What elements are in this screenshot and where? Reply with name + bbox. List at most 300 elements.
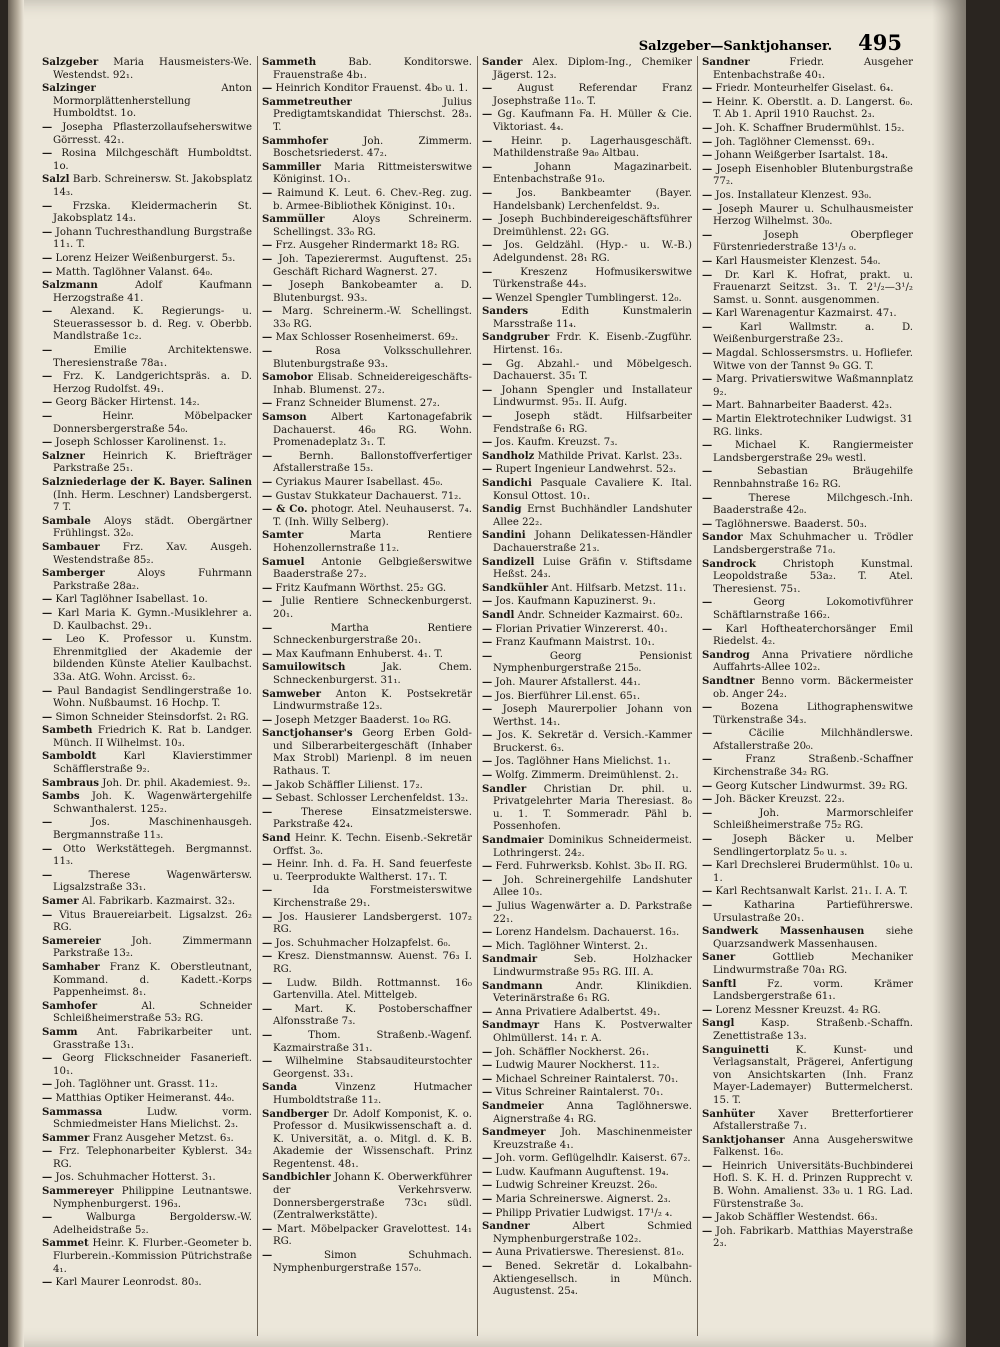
entry-surname: — bbox=[482, 134, 493, 147]
entry-surname: — bbox=[482, 1072, 493, 1085]
directory-entry bbox=[482, 529, 692, 555]
entry-details: Bernh. Ballonstoffverfertiger Afstallerstraße 15₃. bbox=[273, 450, 472, 475]
entry-details: K. Kunst- und Verlagsanstalt, Prägerei, Anfertigung von Ansichtskarten (Inh. Franz Mayer-Lademayer) Buttermelcherst. 15. T. bbox=[713, 1044, 913, 1106]
entry-surname: — bbox=[262, 581, 273, 594]
entry-details: Georg Pensionist Nymphenburgerstraße 215₀. bbox=[493, 650, 692, 675]
entry-details: Walburga Bergoldersw.-W. Adelheidstraße 5₂. bbox=[53, 1212, 252, 1236]
entry-details: Johann Spengler und Installateur Lindwurmst. 95₃. II. Aufg. bbox=[493, 384, 692, 409]
directory-entry bbox=[42, 790, 252, 816]
entry-surname: — bbox=[702, 307, 713, 320]
entry-details: Albert Schmied Nymphenburgerstraße 102₂. bbox=[493, 1221, 692, 1245]
directory-entry bbox=[482, 450, 692, 464]
directory-entry bbox=[482, 926, 692, 940]
directory-entry bbox=[482, 1086, 692, 1100]
directory-entry bbox=[262, 977, 472, 1003]
entry-surname: — bbox=[702, 899, 713, 911]
entry-surname: — bbox=[42, 436, 53, 449]
entry-surname: — bbox=[702, 149, 713, 162]
directory-entry bbox=[702, 399, 913, 413]
entry-surname: Sandichi bbox=[482, 477, 532, 489]
entry-details: Gottlieb Mechaniker Lindwurmstraße 70a₁ RG. bbox=[713, 952, 913, 976]
entry-surname: — bbox=[702, 320, 713, 333]
entry-surname: — bbox=[262, 345, 273, 358]
column-3 bbox=[478, 56, 698, 1336]
entry-surname: — bbox=[482, 1045, 493, 1058]
directory-entry bbox=[482, 187, 692, 213]
entry-surname: — bbox=[262, 884, 273, 897]
directory-entry bbox=[702, 1225, 913, 1251]
directory-entry bbox=[482, 1100, 692, 1126]
directory-entry bbox=[262, 937, 472, 951]
entry-details: Al. Schneider Schleißheimerstraße 53₂ RG. bbox=[53, 1000, 252, 1025]
directory-entry bbox=[42, 685, 252, 711]
directory-entry bbox=[42, 226, 252, 252]
directory-entry bbox=[42, 252, 252, 266]
directory-entry bbox=[482, 729, 692, 755]
entry-surname: — bbox=[262, 976, 273, 989]
entry-surname: — bbox=[42, 225, 53, 238]
entry-surname: Samer bbox=[42, 895, 79, 907]
entry-details: Alexand. K. Regierungs- u. Steuerassessor b. d. Reg. v. Oberbb. Mandlstraße 1c₂. bbox=[53, 306, 252, 343]
entry-surname: — bbox=[262, 647, 273, 660]
directory-entry bbox=[482, 556, 692, 582]
entry-details: Aloys Schreinerm. Schellingst. 33₀ RG. bbox=[273, 214, 472, 238]
entry-details: Edith Kunstmalerin Marsstraße 11₄. bbox=[493, 306, 692, 330]
entry-surname: Sandor bbox=[702, 531, 743, 544]
entry-surname: — bbox=[262, 936, 273, 949]
entry-surname: Sambeth bbox=[42, 724, 93, 737]
entry-surname: Samter bbox=[262, 529, 304, 542]
entry-details: Heinr. K. Flurber.-Geometer b. Flurberein.-Kommission Pütrichstraße 4₁. bbox=[53, 1238, 252, 1275]
entry-surname: — bbox=[482, 755, 493, 768]
directory-entry bbox=[42, 1106, 252, 1132]
entry-details: Cäcilie Milchhändlerswe. Afstallerstraße 20₀. bbox=[713, 728, 913, 752]
entry-details: Maria Hausmeisters-We. Westendst. 92₁. bbox=[53, 57, 252, 81]
entry-details: Christian Dr. phil. u. Privatgelehrter Maria Theresiast. 8₀ u. 1. T. Sommeradr. Pähl b. Possenhofen. bbox=[493, 783, 692, 833]
entry-surname: — bbox=[42, 396, 53, 409]
entry-details: Max Schuhmacher u. Trödler Landsbergerstraße 71₀. bbox=[713, 532, 913, 556]
directory-entry bbox=[262, 213, 472, 239]
directory-entry bbox=[702, 859, 913, 885]
entry-details: Jos. Geldzähl. (Hyp.- u. W.-B.) Adelgundenst. 28₁ RG. bbox=[493, 240, 692, 264]
entry-details: Fritz Kaufmann Wörthst. 25₂ GG. bbox=[275, 582, 447, 594]
entry-details: Lorenz Heizer Weißenburgerst. 5₃. bbox=[55, 252, 236, 264]
directory-entry bbox=[482, 1126, 692, 1152]
directory-entry bbox=[42, 1145, 252, 1171]
entry-surname: — bbox=[262, 713, 273, 726]
directory-entry bbox=[702, 780, 913, 794]
entry-details: Philippine Leutnantswe. Nymphenburgerst. 196₃. bbox=[53, 1186, 252, 1210]
entry-surname: — bbox=[482, 239, 493, 252]
entry-details: Friedr. Ausgeher Entenbachstraße 40₁. bbox=[713, 57, 913, 81]
entry-surname: — bbox=[702, 517, 713, 530]
directory-entry bbox=[702, 149, 913, 163]
entry-surname: — bbox=[42, 633, 53, 646]
directory-entry bbox=[482, 860, 692, 874]
entry-details: Andr. Klinikdien. Veterinärstraße 6₁ RG. bbox=[493, 980, 692, 1005]
entry-surname: — bbox=[42, 1211, 53, 1224]
entry-surname: Sandizell bbox=[482, 555, 535, 568]
directory-entry bbox=[482, 331, 692, 357]
directory-entry bbox=[42, 305, 252, 344]
directory-entry bbox=[262, 648, 472, 662]
directory-entry bbox=[42, 633, 252, 684]
entry-surname: — bbox=[482, 383, 493, 396]
entry-surname: — bbox=[702, 885, 713, 898]
directory-entry bbox=[42, 607, 252, 633]
entry-surname: — bbox=[482, 1165, 493, 1178]
entry-surname: Sandkühler bbox=[482, 581, 549, 594]
entry-surname: — bbox=[702, 188, 713, 201]
entry-details: Mart. K. Postoberschaffner Alfonsstraße 7₃. bbox=[273, 1003, 472, 1028]
entry-details: Otto Werkstättegeh. Bergmannst. 11₃. bbox=[53, 843, 252, 868]
entry-details: Jos. K. Sekretär d. Versich.-Kammer Bruckerst. 6₃. bbox=[493, 730, 692, 754]
entry-details: Bab. Konditorswe. Frauenstraße 4b₁. bbox=[273, 57, 472, 81]
directory-entry bbox=[482, 1073, 692, 1087]
entry-surname: — bbox=[262, 331, 273, 344]
entry-details: Joh. Taglöhner unt. Grasst. 11₂. bbox=[55, 1079, 219, 1091]
entry-surname: — bbox=[702, 228, 713, 241]
directory-entry bbox=[262, 1171, 472, 1222]
entry-details: Rupert Ingenieur Landwehrst. 52₃. bbox=[495, 464, 677, 476]
entry-surname: — bbox=[482, 108, 493, 121]
entry-details: Michael K. Rangiermeister Landsbergerstraße 29₆ westl. bbox=[713, 440, 913, 464]
entry-details: Frzska. Kleidermacherin St. Jakobsplatz 14₃. bbox=[53, 200, 252, 225]
entry-details: Joseph Maurer u. Schulhausmeister Herzog Wilhelmst. 30₀. bbox=[713, 203, 913, 228]
entry-surname: Sanctjohanser's bbox=[262, 727, 353, 740]
entry-details: Joh. Schäffler Nockherst. 26₁. bbox=[495, 1046, 650, 1058]
directory-entry bbox=[262, 279, 472, 305]
entry-details: Sebastian Bräugehilfe Rennbahnstraße 16₂ RG. bbox=[713, 466, 913, 490]
directory-entry bbox=[702, 596, 913, 622]
directory-entry bbox=[262, 727, 472, 778]
directory-entry bbox=[262, 792, 472, 806]
entry-details: Joseph Bankobeamter a. D. Blutenburgst. 93₃. bbox=[273, 280, 472, 304]
entry-surname: Sandner bbox=[482, 1220, 530, 1233]
entry-surname: — bbox=[482, 595, 493, 608]
entry-surname: — bbox=[482, 1260, 493, 1273]
column-4 bbox=[698, 56, 918, 1336]
entry-surname: Samberger bbox=[42, 567, 105, 580]
entry-surname: — bbox=[262, 82, 273, 95]
entry-surname: Salzgeber bbox=[42, 56, 99, 68]
entry-surname: Sandl bbox=[482, 608, 515, 621]
entry-surname: Sammhofer bbox=[262, 134, 328, 147]
entry-surname: Sangl bbox=[702, 1017, 735, 1030]
entry-surname: — bbox=[702, 793, 713, 806]
entry-surname: — bbox=[42, 251, 53, 264]
directory-entry bbox=[262, 911, 472, 937]
entry-surname: — bbox=[262, 1002, 273, 1015]
directory-entry bbox=[42, 410, 252, 436]
entry-surname: — bbox=[482, 1206, 493, 1219]
directory-entry bbox=[702, 492, 913, 518]
entry-details: Therese Wagenwärtersw. Ligsalzstraße 33₁. bbox=[53, 869, 252, 894]
directory-entry bbox=[42, 724, 252, 750]
entry-details: Heinr. Inh. d. Fa. H. Sand feuerfeste u. Teerprodukte Waltherst. 17₁. T. bbox=[273, 859, 472, 883]
entry-surname: — bbox=[42, 370, 53, 383]
directory-entry bbox=[42, 436, 252, 450]
directory-entry bbox=[482, 636, 692, 650]
directory-entry bbox=[262, 345, 472, 371]
entry-details: Heinr. p. Lagerhausgeschäft. Mathildenstraße 9a₀ Altbau. bbox=[493, 135, 692, 160]
page-edge-shadow bbox=[932, 0, 966, 1347]
entry-surname: — bbox=[702, 121, 713, 134]
entry-surname: — bbox=[702, 202, 713, 215]
entry-details: Joh. Marmorschleifer Schleißheimerstraße 75₂ RG. bbox=[713, 807, 913, 832]
entry-surname: — bbox=[702, 622, 713, 635]
directory-entry bbox=[482, 834, 692, 860]
entry-surname: Sanftl bbox=[702, 977, 737, 990]
directory-entry bbox=[482, 582, 692, 596]
directory-entry bbox=[482, 358, 692, 384]
entry-surname: — bbox=[482, 900, 493, 912]
directory-entry bbox=[42, 711, 252, 725]
entry-surname: — bbox=[702, 135, 713, 148]
entry-surname: Sandbichler bbox=[262, 1171, 331, 1184]
directory-entry bbox=[262, 476, 472, 490]
directory-entry bbox=[702, 649, 913, 675]
entry-surname: — & Co. bbox=[262, 503, 308, 516]
directory-entry bbox=[482, 1193, 692, 1207]
entry-details: Wolfg. Zimmerm. Dreimühlenst. 2₁. bbox=[495, 770, 679, 782]
directory-entry bbox=[262, 371, 472, 397]
directory-entry bbox=[482, 900, 692, 926]
entry-surname: Sandholz bbox=[482, 449, 535, 462]
entry-details: Maria Rittmeisterswitwe Königinst. 1O₁. bbox=[273, 161, 472, 186]
entry-details: Friedr. Monteurhelfer Giselast. 6₄. bbox=[715, 83, 894, 95]
entry-details: Johann K. Oberwerkführer der Verkehrsverw. Donnersbergerstraße 73c₁ südl. (Zentralwerkstätte). bbox=[273, 1172, 472, 1222]
entry-surname: Samm bbox=[42, 1025, 78, 1038]
directory-entry bbox=[262, 82, 472, 96]
entry-surname: — bbox=[482, 160, 493, 173]
directory-entry bbox=[42, 593, 252, 607]
directory-entry bbox=[482, 1152, 692, 1166]
entry-surname: — bbox=[262, 279, 273, 292]
directory-entry bbox=[482, 690, 692, 704]
entry-details: Marg. Schreinerm.-W. Schellingst. 33₀ RG. bbox=[273, 306, 472, 330]
directory-entry bbox=[262, 253, 472, 279]
entry-details: Anton K. Postsekretär Lindwurmstraße 12₃. bbox=[273, 688, 472, 713]
entry-surname: Sandrog bbox=[702, 648, 750, 661]
entry-details: Karl Maurer Leonrodst. 80₃. bbox=[55, 1277, 202, 1289]
entry-details: Joseph Bäcker u. Melber Sendlingertorplatz 5₀ u. ₃. bbox=[713, 834, 913, 858]
directory-entry bbox=[262, 1249, 472, 1275]
entry-surname: Sammassa bbox=[42, 1105, 103, 1118]
directory-entry bbox=[702, 675, 913, 701]
entry-details: Lorenz Messner Kreuzst. 4₂ RG. bbox=[715, 1004, 881, 1016]
page-header bbox=[639, 30, 902, 54]
entry-surname: — bbox=[42, 1091, 53, 1104]
entry-surname: Salzmann bbox=[42, 279, 98, 292]
entry-details: Kresz. Dienstmannsw. Auenst. 76₃ I. RG. bbox=[273, 951, 472, 975]
entry-details: Ludw. Kaufmann Auguftenst. 19₄. bbox=[495, 1166, 669, 1178]
directory-entry bbox=[702, 727, 913, 753]
column-2 bbox=[258, 56, 478, 1336]
entry-surname: Sander bbox=[482, 56, 523, 68]
entry-details: Joh. Tapezierermst. Auguftenst. 25₁ Geschäft Richard Wagnerst. 27. bbox=[273, 253, 472, 278]
entry-details: Al. Fabrikarb. Kazmairst. 32₃. bbox=[81, 896, 236, 907]
directory-entry bbox=[42, 777, 252, 791]
entry-surname: — bbox=[262, 239, 273, 252]
directory-entry bbox=[42, 1211, 252, 1237]
directory-entry bbox=[42, 121, 252, 147]
directory-entry bbox=[482, 650, 692, 676]
entry-surname: — bbox=[702, 268, 713, 281]
directory-entry bbox=[482, 436, 692, 450]
entry-details: Florian Privatier Winzererst. 40₁. bbox=[495, 623, 668, 635]
directory-entry bbox=[702, 203, 913, 229]
entry-details: Karl Maria K. Gymn.-Musiklehrer a. D. Kaulbachst. 29₁. bbox=[53, 607, 252, 632]
entry-surname: — bbox=[262, 476, 273, 488]
entry-details: Bozena Lithographenswitwe Türkenstraße 34₃. bbox=[713, 702, 913, 726]
entry-details: Joseph Metzger Baaderst. 1o₀ RG. bbox=[275, 714, 452, 726]
directory-entry bbox=[42, 173, 252, 199]
entry-details: Sebast. Schlosser Lerchenfeldst. 13₂. bbox=[275, 793, 469, 805]
entry-surname: Sambs bbox=[42, 790, 80, 803]
directory-page bbox=[8, 0, 966, 1347]
entry-surname: — bbox=[42, 684, 53, 697]
entry-surname: Samobor bbox=[262, 371, 313, 384]
entry-surname: Sandtner bbox=[702, 674, 755, 687]
entry-details: Joh. K. Schaffner Brudermühlst. 15₂. bbox=[715, 122, 905, 134]
entry-details: Ernst Buchhändler Landshuter Allee 22₂. bbox=[493, 504, 692, 528]
directory-entry bbox=[262, 135, 472, 161]
entry-surname: Samuilowitsch bbox=[262, 661, 346, 674]
entry-surname: Sanda bbox=[262, 1081, 298, 1094]
directory-entry bbox=[42, 266, 252, 280]
entry-surname: — bbox=[702, 1003, 713, 1016]
entry-details: Thom. Straßenb.-Wagenf. Kazmairstraße 31₁. bbox=[273, 1029, 472, 1054]
directory-entry bbox=[42, 279, 252, 305]
entry-details: Joh. Maurer Afstallerst. 44₁. bbox=[495, 676, 641, 688]
entry-surname: — bbox=[482, 357, 493, 370]
entry-details: Heinr. Möbelpacker Donnersbergerstraße 54₀. bbox=[53, 411, 252, 435]
directory-entry bbox=[702, 1017, 913, 1043]
entry-surname: — bbox=[262, 1222, 273, 1235]
directory-entry bbox=[702, 978, 913, 1004]
entry-details: Katharina Partieführerswe. Ursulastraße 20₁. bbox=[713, 900, 913, 924]
entry-details: Auna Privatierswe. Theresienst. 81₀. bbox=[495, 1247, 685, 1259]
directory-entry bbox=[702, 925, 913, 951]
directory-entry bbox=[482, 1220, 692, 1246]
entry-details: Joseph städt. Hilfsarbeiter Fendstraße 6₁ RG. bbox=[493, 411, 692, 435]
directory-entry bbox=[262, 950, 472, 976]
entry-details: Alex. Diplom-Ing., Chemiker Jägerst. 12₃. bbox=[493, 57, 692, 81]
directory-entry bbox=[702, 189, 913, 203]
directory-entry bbox=[702, 347, 913, 373]
entry-details: Raimund K. Leut. 6. Chev.-Reg. zug. b. Armee-Bibliothek Königinst. 10₁. bbox=[273, 187, 472, 212]
directory-entry bbox=[42, 961, 252, 1000]
entry-details: Joh. Taglöhner Clemensst. 69₁. bbox=[715, 136, 875, 148]
entry-surname: — bbox=[702, 439, 713, 452]
entry-surname: — bbox=[482, 1005, 493, 1018]
entry-surname: — bbox=[702, 753, 713, 766]
directory-entry bbox=[262, 529, 472, 555]
entry-details: photogr. Atel. Neuhauserst. 7₄. T. (Inh. Willy Selberg). bbox=[273, 504, 472, 528]
entry-details: Elisab. Schneidereigeschäfts-Inhab. Blumenst. 27₂. bbox=[273, 372, 472, 396]
page-number: 495 bbox=[858, 30, 902, 55]
directory-entry bbox=[482, 874, 692, 900]
entry-details: Rosina Milchgeschäft Humboldtst. 1o. bbox=[53, 148, 252, 172]
directory-entry bbox=[42, 1026, 252, 1052]
entry-surname: Salzniederlage der K. Bayer. Salinen bbox=[42, 476, 252, 488]
entry-surname: — bbox=[482, 463, 493, 476]
entry-surname: Sandini bbox=[482, 529, 526, 542]
entry-surname: Sandler bbox=[482, 782, 527, 795]
entry-surname: — bbox=[262, 778, 273, 791]
entry-surname: Sammiller bbox=[262, 160, 321, 173]
entry-details: Lorenz Handelsm. Dachauerst. 16₃. bbox=[495, 927, 680, 939]
entry-surname: — bbox=[482, 1193, 493, 1206]
entry-details: Marta Rentiere Hohenzollernstraße 11₂. bbox=[273, 530, 472, 554]
directory-entry bbox=[42, 909, 252, 935]
entry-surname: — bbox=[702, 162, 713, 175]
directory-entry bbox=[482, 56, 692, 82]
entry-details: Matthias Optiker Heimeranst. 44₀. bbox=[55, 1092, 235, 1104]
entry-surname: — bbox=[482, 436, 493, 449]
entry-details: Karl Klavierstimmer Schäfflerstraße 9₂. bbox=[53, 751, 252, 776]
entry-surname: Sandmayr bbox=[482, 1019, 540, 1032]
entry-surname: Sammeth bbox=[262, 56, 317, 68]
entry-surname: — bbox=[262, 792, 273, 805]
entry-details: Ferd. Fuhrwerksb. Kohlst. 3b₀ II. RG. bbox=[495, 861, 688, 873]
entry-surname: — bbox=[42, 147, 53, 160]
directory-entry bbox=[42, 1185, 252, 1211]
entry-details: Mart. Möbelpacker Gravelottest. 14₁ RG. bbox=[273, 1223, 472, 1248]
entry-details: Ludwig Schreiner Kreuzst. 26₀. bbox=[495, 1180, 658, 1192]
entry-details: Therese Milchgesch.-Inh. Baaderstraße 42₀. bbox=[713, 492, 913, 517]
directory-entry bbox=[702, 793, 913, 807]
entry-surname: — bbox=[702, 1159, 713, 1172]
entry-details: Joh. K. Wagenwärtergehilfe Schwanthalerst. 125₂. bbox=[53, 791, 252, 815]
entry-surname: Saner bbox=[702, 951, 736, 964]
entry-details: Heinrich Universitäts-Buchbinderei Hofl. S. K. H. d. Prinzen Rupprecht v. B. Wohn. Amalienst. 33₀ u. 1 RG. Lad. Fürstenstraße 3₀. bbox=[713, 1160, 913, 1210]
entry-surname: — bbox=[42, 606, 53, 619]
directory-columns bbox=[38, 56, 918, 1336]
directory-entry bbox=[702, 701, 913, 727]
directory-entry bbox=[482, 135, 692, 161]
entry-details: Anton Mormorplättenherstellung Humboldtst. 1o. bbox=[53, 83, 252, 120]
directory-entry bbox=[262, 1055, 472, 1081]
directory-entry bbox=[702, 439, 913, 465]
entry-details: Magdal. Schlossersmstrs. u. Hofliefer. Witwe von der Tannst 9₀ GG. T. bbox=[713, 348, 913, 372]
directory-entry bbox=[42, 370, 252, 396]
entry-surname: — bbox=[702, 859, 713, 872]
entry-surname: Sandberger bbox=[262, 1107, 329, 1120]
entry-surname: — bbox=[42, 265, 53, 278]
entry-surname: Sandner bbox=[702, 56, 750, 68]
entry-surname: — bbox=[702, 1224, 713, 1237]
entry-surname: — bbox=[42, 1078, 53, 1091]
entry-details: Wilhelmine Stabsauditeurstochter Georgenst. 33₁. bbox=[273, 1056, 472, 1080]
directory-entry bbox=[482, 676, 692, 690]
directory-entry bbox=[702, 465, 913, 491]
entry-surname: — bbox=[482, 703, 493, 716]
directory-entry bbox=[42, 1276, 252, 1290]
entry-surname: — bbox=[482, 265, 493, 278]
entry-details: Jos. Hausierer Landsbergerst. 107₂ RG. bbox=[273, 911, 472, 936]
entry-details: Martha Rentiere Schneckenburgerstraße 20₁. bbox=[273, 622, 472, 647]
directory-entry bbox=[262, 858, 472, 884]
entry-surname: Sambauer bbox=[42, 540, 100, 553]
entry-details: Joseph Maurerpolier Johann von Werthst. 14₁. bbox=[493, 704, 692, 728]
directory-entry bbox=[702, 885, 913, 899]
directory-entry bbox=[42, 396, 252, 410]
directory-entry bbox=[482, 595, 692, 609]
directory-entry bbox=[482, 940, 692, 954]
directory-entry bbox=[482, 703, 692, 729]
